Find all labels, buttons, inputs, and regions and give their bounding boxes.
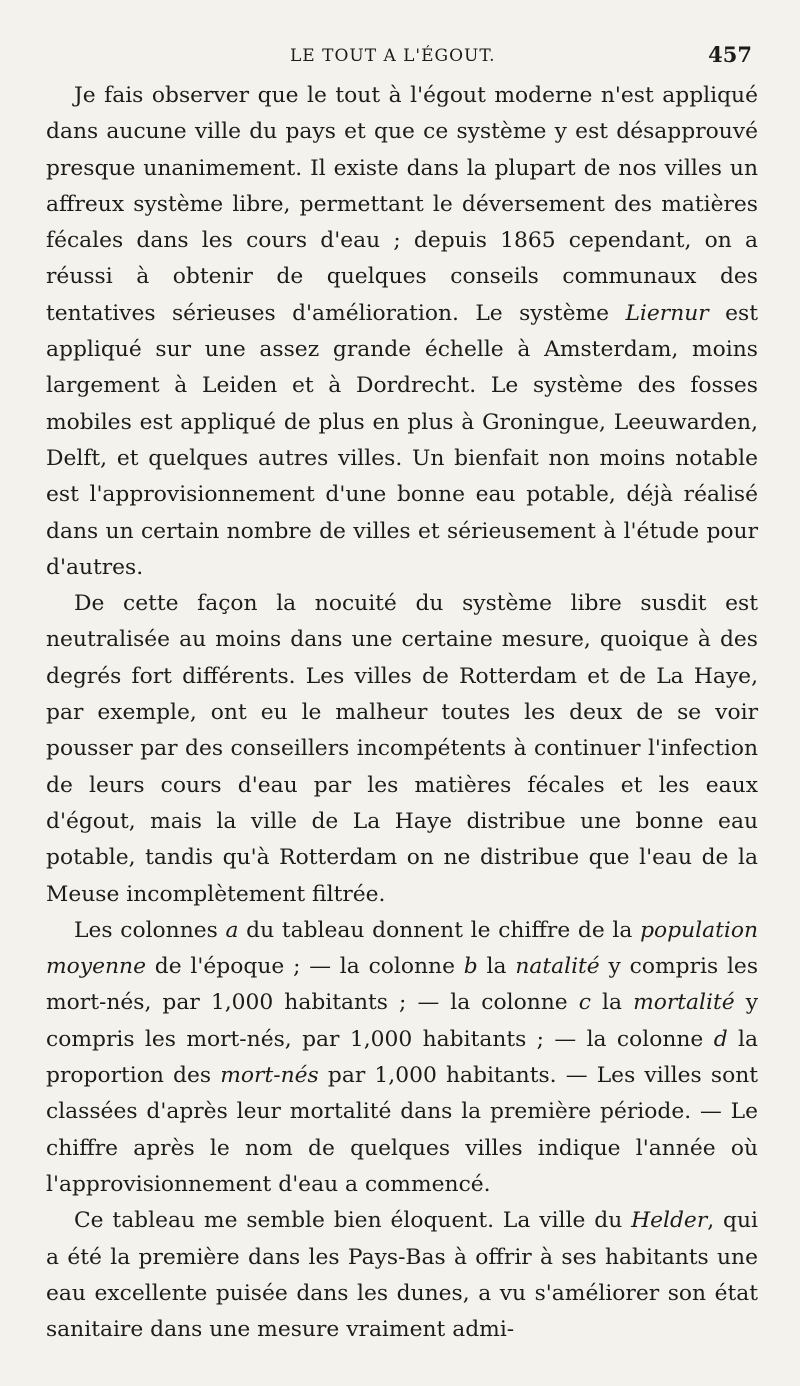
running-head bbox=[0, 40, 800, 74]
italic-run: d bbox=[713, 1026, 728, 1052]
paragraph-4 bbox=[46, 1203, 758, 1348]
italic-run: Helder bbox=[631, 1208, 708, 1234]
text-run: du tableau donnent le chiffre de la bbox=[238, 917, 641, 943]
italic-run: a bbox=[225, 917, 239, 943]
text-run: y compris les mort-nés, par 1,000 habitants ; — la colonne bbox=[46, 990, 759, 1052]
text-run: par 1,000 habitants. — Les villes sont classées d'après leur mortalité dans la première période. — Le chiffre après le nom de quelques villes indique l'année où l'approvisionnement d'eau a commencé. bbox=[46, 1063, 759, 1197]
paragraph-2 bbox=[46, 586, 758, 913]
italic-run: mortalité bbox=[633, 990, 735, 1016]
running-title: LE TOUT A L'ÉGOUT. bbox=[290, 46, 496, 66]
page-number: 457 bbox=[708, 42, 752, 67]
italic-run: c bbox=[578, 990, 591, 1016]
italic-run: mort-nés bbox=[220, 1063, 319, 1089]
italic-run: b bbox=[463, 954, 478, 980]
italic-run: population moyenne bbox=[46, 917, 758, 980]
text-run: de l'époque ; — la colonne bbox=[145, 954, 464, 980]
text-run: la bbox=[477, 954, 516, 980]
text-run: Ce tableau me semble bien éloquent. La ville du bbox=[74, 1208, 632, 1234]
body-text bbox=[46, 78, 758, 1348]
text-run: la bbox=[590, 990, 634, 1016]
text-run: est appliqué sur une assez grande échelle à Amsterdam, moins largement à Leiden et à Dordrecht. Le système des fosses mobiles est appliqué de plus en plus à Groningue, Leeuwarden, Delft, et quelques autres villes. Un bienfait non moins notable est l'approvisionnement d'une bonne eau potable, déjà réalisé dans un certain nombre de villes et sérieusement à l'étude pour d'autres. bbox=[46, 300, 758, 580]
paragraph-1 bbox=[46, 78, 758, 586]
text-run: la proportion des bbox=[46, 1026, 758, 1089]
text-run: y compris les mort-nés, par 1,000 habitants ; — la colonne bbox=[46, 954, 759, 1016]
text-run: Les colonnes bbox=[74, 917, 226, 943]
text-run: Je fais observer que le tout à l'égout moderne n'est appliqué dans aucune ville du pays et que ce système y est désapprouvé presque unanimement. Il existe dans la plupart de nos villes un affreux système libre, permettant le déversement des matières fécales dans les cours d'eau ; depuis 1865 cependant, on a réussi à obtenir de quelques conseils communaux des tentatives sérieuses d'amélioration. Le système bbox=[46, 83, 758, 326]
italic-run: natalité bbox=[515, 954, 600, 980]
text-run: De cette façon la nocuité du système libre susdit est neutralisée au moins dans une certaine mesure, quoique à des degrés fort différents. Les villes de Rotterdam et de La Haye, par exemple, ont eu le malheur toutes les deux de se voir pousser par des conseillers incompétents à continuer l'infection de leurs cours d'eau par les matières fécales et les eaux d'égout, mais la ville de La Haye distribue une bonne eau potable, tandis qu'à Rotterdam on ne distribue que l'eau de la Meuse incomplètement filtrée. bbox=[46, 591, 758, 907]
paragraph-3 bbox=[46, 913, 758, 1203]
italic-run: Liernur bbox=[625, 300, 709, 326]
text-run: , qui a été la première dans les Pays-Bas à offrir à ses habitants une eau excellente puisée dans les dunes, a vu s'améliorer son état sanitaire dans une mesure vraiment admi- bbox=[46, 1208, 758, 1343]
